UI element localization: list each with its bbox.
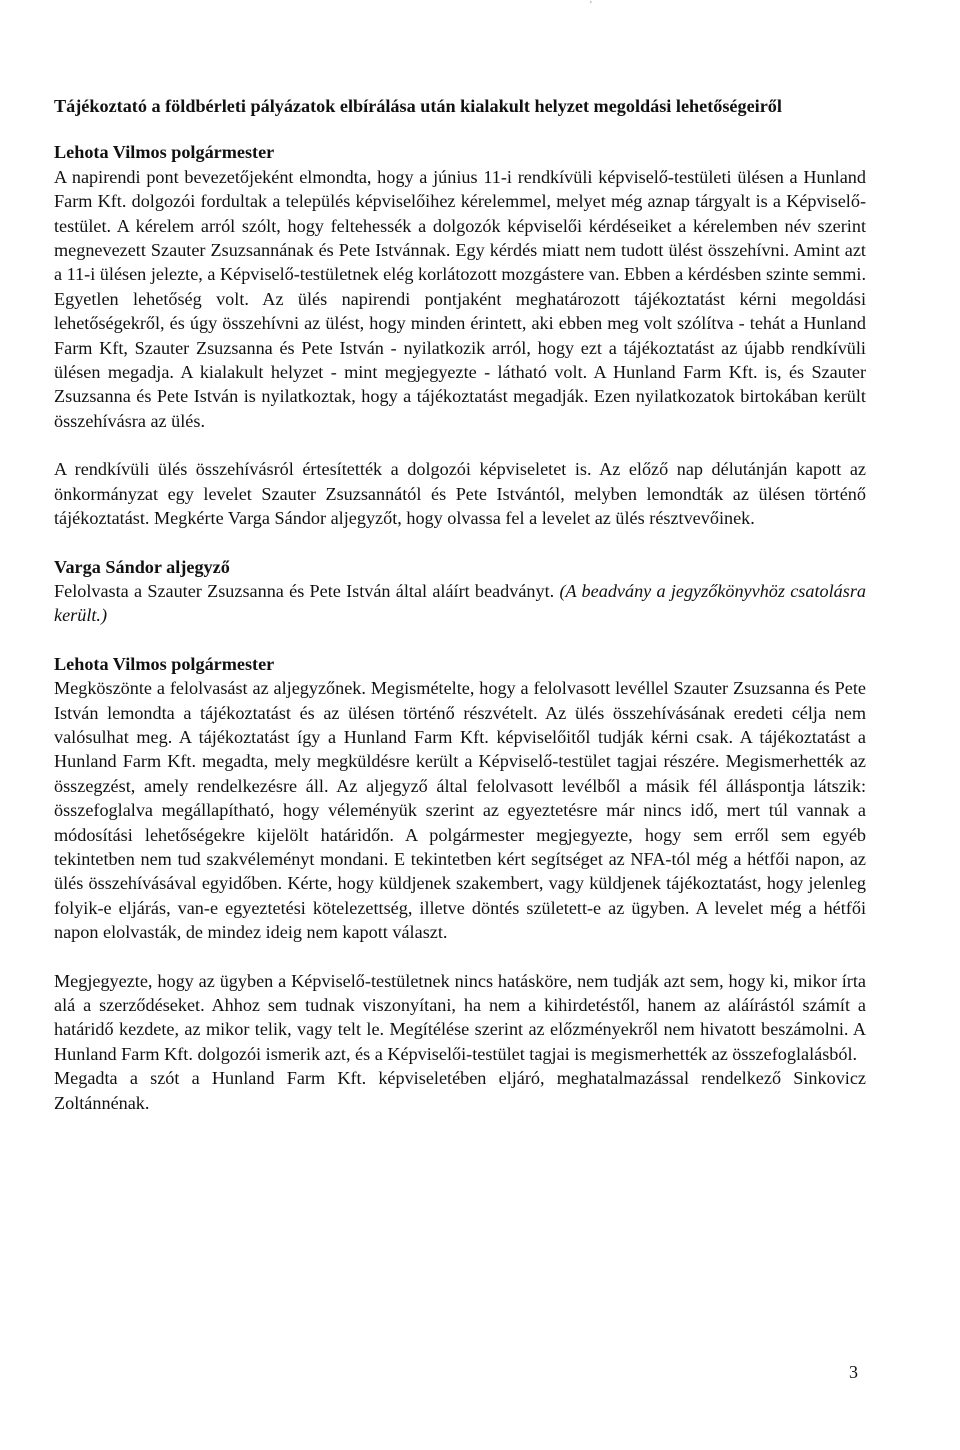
paragraph [54,579,866,628]
page-number: 3 [849,1362,858,1382]
paragraph: Megadta a szót a Hunland Farm Kft. képviseletében eljáró, meghatalmazással rendelkező Sinkovicz Zoltánnénak. [54,1068,866,1113]
paragraph: A rendkívüli ülés összehívásról értesítették a dolgozói képviseletet is. Az előző nap délutánján kapott az önkormányzat egy levelet Szauter Zsuzsannától és Pete Istvántól, melyben lemondták az ülésen történő tájékoztatást. Megkérte Varga Sándor aljegyzőt, hogy olvassa fel a levelet az ülés résztvevőinek. [54,459,866,529]
speaker-name: Varga Sándor aljegyző [54,556,230,577]
speaker-name: Lehota Vilmos polgármester [54,653,275,674]
paragraph: Megköszönte a felolvasást az aljegyzőnek. Megismételte, hogy a felolvasott levéllel Szauter Zsuzsanna és Pete István lemondta a tájékoztatást és az ülésen történő részvételt. Az ülés összehívásának eredeti célja nem valósulhat meg. A tájékoztatást így a Hunland Farm Kft. képviselőitől tudják kérni csak. A tájékoztatást a Hunland Farm Kft. megadta, mely megküldésre került a Képviselő-testület tagjai részére. Megismerhették az összegzést, amely rendelkezésre áll. Az aljegyző által felolvasott levélből a másik fél álláspontja látszik: összefoglalva megállapítható, hogy véleményük szerint az egyeztetésre már nincs idő, mert túl vannak a módosítási lehetőségekre kijelölt határidőn. A polgármester megjegyezte, hogy sem erről sem egyéb tekintetben nem tud szakvéleményt mondani. E tekintetben kért segítséget az NFA-tól még a hétfői napon, az ülés összehívásával egyidőben. Kérte, hogy küldjenek szakembert, vagy küldjenek tájékoztatást, hogy jelenleg folyik-e eljárás, van-e egyeztetési kötelezettség, illetve döntés született-e az ügyben. A levelet még a hétfői napon elolvasták, de mindez ideig nem kapott választ. [54,678,866,943]
section-1 [54,140,866,530]
paragraph: Megjegyezte, hogy az ügyben a Képviselő-testületnek nincs hatásköre, nem tudják azt sem, hogy ki, mikor írta alá a szerződéseket. Ahhoz sem tudnak viszonyítani, ha nem a kihirdetéstől, hanem az aláírástól számít a határidő kezdete, az mikor telik, vagy telt le. Megítélése szerint az előzményekről nem hivatott beszámolni. A Hunland Farm Kft. dolgozói ismerik azt, és a Képviselői-testület tagjai is megismerhették az összefoglalásból. [54,970,866,1064]
scan-speck: ' [590,0,592,11]
paragraph-note: (A beadvány a jegyzőkönyvhöz csatolásra került.) [54,580,866,626]
paragraph-text: Felolvasta a Szauter Zsuzsanna és Pete István által aláírt beadványt. [54,580,560,601]
section-3 [54,652,866,1115]
paragraph: A napirendi pont bevezetőjeként elmondta, hogy a június 11-i rendkívüli képviselő-testületi ülésen a Hunland Farm Kft. dolgozói fordultak a település képviselőihez kérelemmel, melyet még aznap tárgyalt is a Képviselő-testület. A kérelem arról szólt, hogy feltehessék a dolgozók képviselői kérdéseiket a kérelemben név szerint megnevezett Szauter Zsuzsannának és Pete Istvánnak. Egy kérdés miatt nem tudott ülést összehívni. Amint azt a 11-i ülésen jelezte, a Képviselő-testületnek elég korlátozott mozgástere van. Ebben a kérdésben szinte semmi. Egyetlen lehetőség volt. Az ülés napirendi pontjaként meghatározott tájékoztatást kérni megoldási lehetőségekről, és úgy összehívni az ülést, hogy minden érintett, aki ebben meg volt szólítva - tehát a Hunland Farm Kft, Szauter Zsuzsanna és Pete István - nyilatkozik arról, hogy ezt a tájékoztatást az újabb rendkívüli ülésen megadja. A kialakult helyzet - mint megjegyezte - látható volt. A Hunland Farm Kft. is, és Szauter Zsuzsanna és Pete István is nyilatkoztak, hogy a tájékoztatást megadják. Ezen nyilatkozatok birtokában került összehívásra az ülés. [54,166,866,431]
speaker-name: Lehota Vilmos polgármester [54,142,275,163]
document-page [54,94,866,1115]
document-title: Tájékoztató a földbérleti pályázatok elbírálása után kialakult helyzet megoldási lehetőségeiről [54,96,782,116]
section-2 [54,555,866,628]
